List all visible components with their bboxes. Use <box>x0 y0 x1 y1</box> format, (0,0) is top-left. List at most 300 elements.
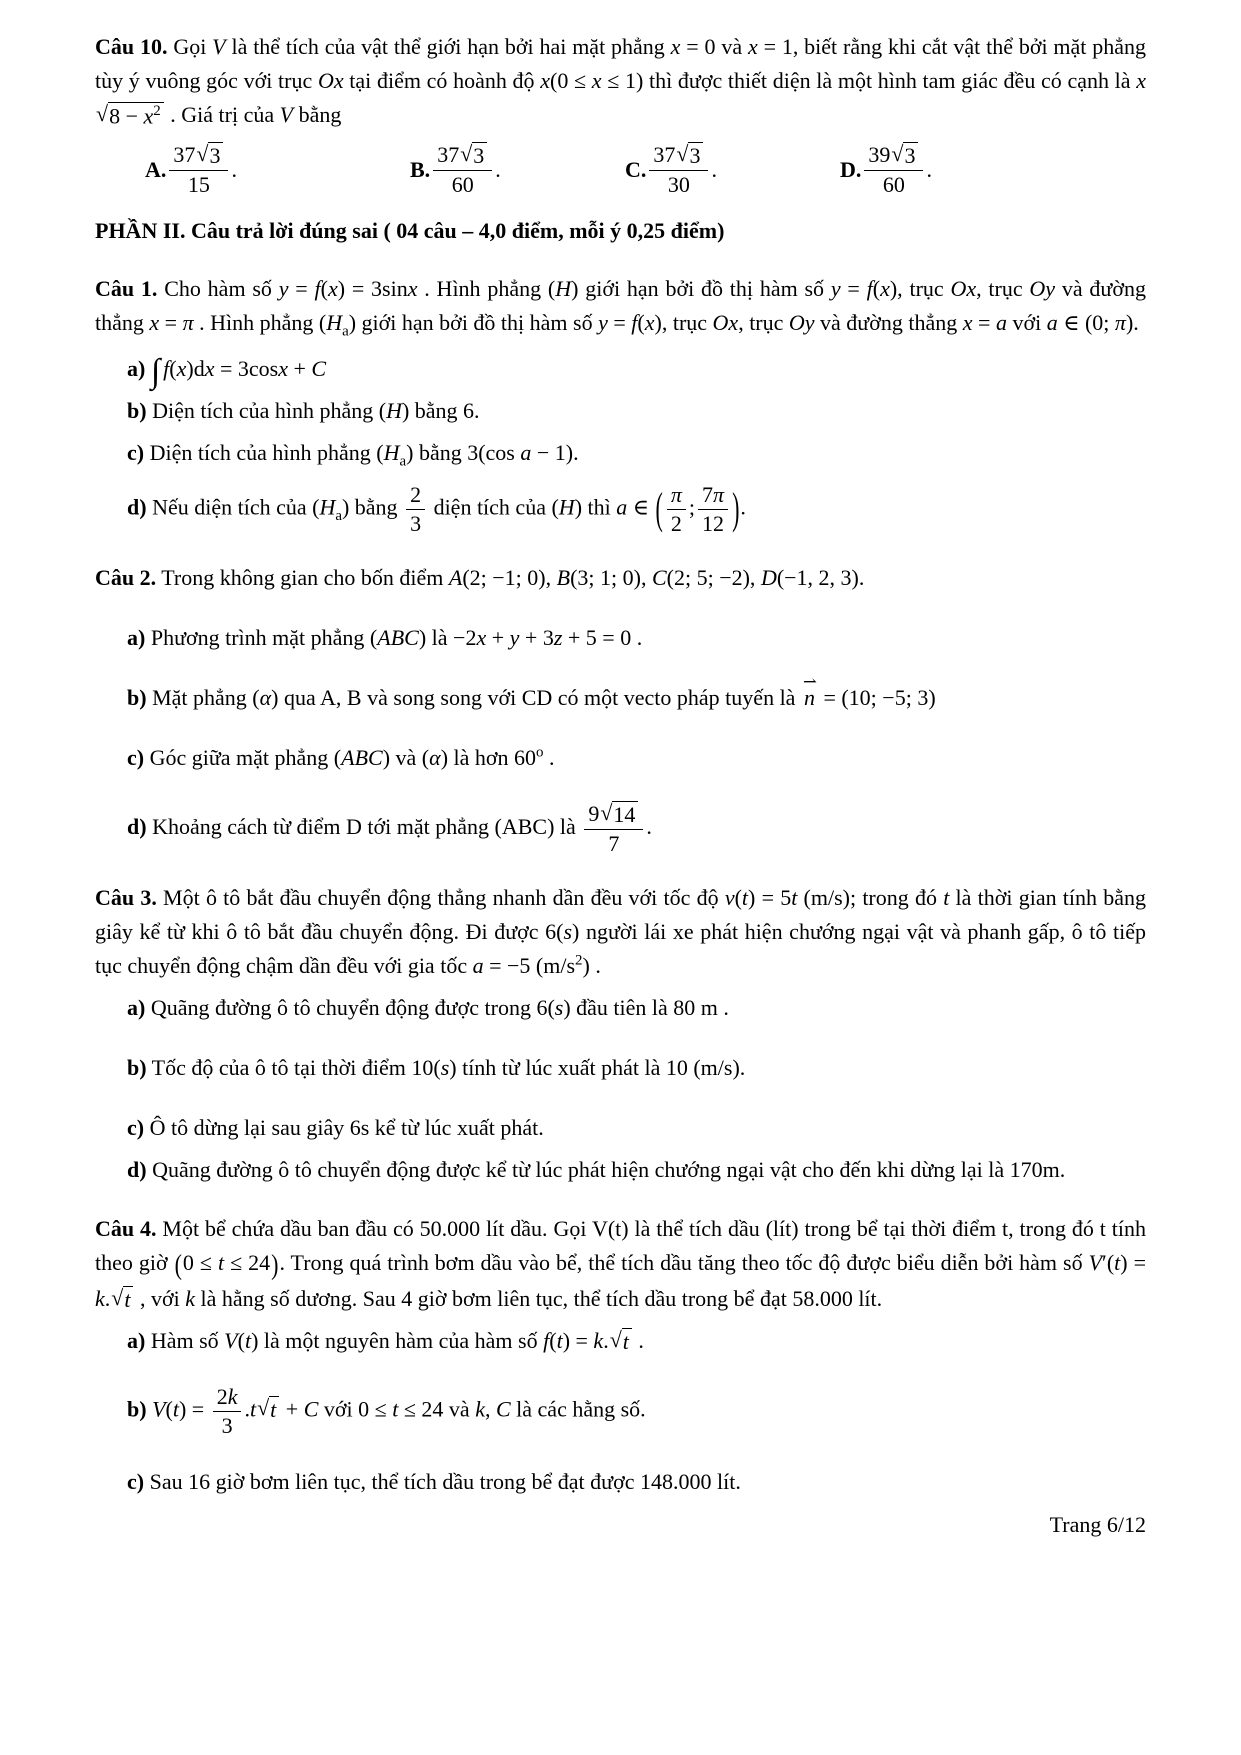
text-run: + 5 = 0 . <box>562 624 643 650</box>
math-fraction <box>433 142 492 198</box>
bold-text: a) <box>127 995 146 1021</box>
text-run: Cho hàm số <box>157 276 279 302</box>
math-var: y <box>278 276 289 302</box>
page-footer <box>1050 1512 1146 1538</box>
math-var: t <box>249 1396 257 1422</box>
text-run: . <box>543 744 555 770</box>
math-fraction <box>169 142 228 198</box>
math-sqrt <box>891 142 918 169</box>
text-run: . <box>244 1396 250 1422</box>
text-run: 3 <box>473 143 485 169</box>
text-run: = <box>840 276 867 302</box>
text-run: 8 − <box>109 103 144 129</box>
math-var: x <box>747 34 758 59</box>
text-run: 14 <box>613 801 636 827</box>
text-run: Ô tô dừng lại sau giây 6s kể từ lúc xuất phát. <box>144 1115 544 1141</box>
cau-1-b <box>95 394 1146 428</box>
stretched-paren: ( <box>655 483 663 534</box>
math-var: π <box>713 481 725 507</box>
bold-text: D. <box>840 157 862 183</box>
math-fraction <box>864 142 923 198</box>
bold-text: b) <box>127 1396 147 1422</box>
text-run: + <box>287 355 312 381</box>
math-var: z <box>553 624 563 650</box>
superscript: 2 <box>575 952 583 969</box>
text-run: với <box>1006 310 1047 336</box>
answer-option <box>625 142 840 198</box>
math-var: v <box>724 884 735 910</box>
math-var: k <box>593 1327 604 1353</box>
text-run: tại điểm có hoành độ <box>343 68 541 94</box>
cau-2-a <box>95 621 1146 655</box>
fraction-numerator <box>698 482 728 510</box>
math-var: H <box>319 494 336 520</box>
bold-text: Câu 4. <box>95 1215 157 1241</box>
superscript: o <box>536 744 544 761</box>
fraction-denominator <box>584 830 643 857</box>
math-fraction <box>649 142 708 198</box>
cau-1-a <box>95 352 1146 391</box>
text-run: 60 <box>451 172 474 198</box>
fraction-denominator <box>169 171 228 198</box>
text-run: Một bể chứa dầu ban đầu có 50.000 lít dầu. Gọi V(t) là thể tích dầu (lít) trong bể tại thời điểm t, trong đó t tính theo giờ <box>95 1215 1147 1275</box>
math-var: Oy <box>788 310 815 336</box>
text-run: 15 <box>187 172 210 198</box>
math-var: y <box>598 310 608 336</box>
answer-option <box>145 142 410 198</box>
math-sqrt <box>676 142 703 169</box>
text-run: . <box>603 1327 609 1353</box>
text-run: là các hằng số. <box>510 1396 646 1422</box>
cau-10-answers <box>95 142 1146 198</box>
text-run: ( <box>549 1327 557 1353</box>
cau-2-c <box>95 741 1146 775</box>
math-var: V <box>279 102 294 128</box>
math-var: π <box>1114 310 1126 336</box>
cau-3-b <box>95 1051 1146 1085</box>
math-var: f <box>543 1327 550 1353</box>
radicand <box>688 142 703 169</box>
bold-text: b) <box>127 1055 147 1081</box>
math-var: V <box>1088 1249 1103 1275</box>
math-var: t <box>1114 1249 1121 1275</box>
math-var: V <box>152 1396 166 1422</box>
text-run: 3 <box>904 143 916 169</box>
cau-4-b <box>95 1384 1146 1439</box>
math-var: x <box>591 68 602 94</box>
radical-sign-icon: √ <box>600 799 613 825</box>
radical-sign-icon: √ <box>111 1284 124 1310</box>
text-run: ) bằng 3(cos <box>406 440 521 466</box>
text-run: Sau 16 giờ bơm liên tục, thể tích dầu trong bể đạt được 148.000 lít. <box>144 1468 741 1494</box>
text-run: ) = 3sin <box>337 276 408 302</box>
math-var: t <box>556 1327 563 1353</box>
text-run: 60 <box>882 172 905 198</box>
math-var: ABC <box>377 624 419 650</box>
text-run: Tốc độ của ô tô tại thời điểm 10( <box>146 1055 441 1081</box>
text-run: và đường thẳng <box>95 276 1146 336</box>
text-run: ∈ <box>627 494 655 520</box>
text-run: 37 <box>437 142 460 168</box>
bold-text: c) <box>127 744 145 770</box>
math-var: Oy <box>1029 276 1056 302</box>
math-var: a <box>520 440 532 466</box>
text-run: , trục <box>738 310 789 336</box>
fraction-numerator <box>584 801 643 830</box>
text-run: . <box>711 157 717 183</box>
text-run: (2; −1; 0), <box>462 564 557 590</box>
math-var: x <box>204 355 215 381</box>
fraction-denominator <box>649 171 708 198</box>
radical-sign-icon: √ <box>676 141 689 167</box>
math-var: f <box>163 355 170 381</box>
text-run: ) giới hạn bởi đồ thị hàm số <box>571 276 831 302</box>
math-var: k <box>475 1396 485 1422</box>
text-run <box>145 356 151 381</box>
math-var: t <box>622 1328 629 1354</box>
math-var: y <box>509 624 520 650</box>
text-run: . <box>740 494 746 520</box>
text-run: ) qua A, B và song song với CD có một vecto pháp tuyến là <box>271 684 801 710</box>
text-run: 2 <box>410 481 422 507</box>
subscript: a <box>342 323 349 340</box>
text-run: là hằng số dương. Sau 4 giờ bơm liên tục, thể tích dầu trong bể đạt 58.000 lít. <box>194 1285 883 1311</box>
math-sqrt <box>460 142 487 169</box>
text-run: bằng <box>293 102 342 128</box>
radical-sign-icon: √ <box>609 1326 622 1352</box>
math-var: x <box>476 624 487 650</box>
text-run: ( <box>320 276 328 302</box>
text-run: Diện tích của hình phẳng ( <box>146 398 387 424</box>
math-var: t <box>943 884 950 910</box>
cau-10 <box>95 30 1146 132</box>
text-run: ) và ( <box>382 744 430 770</box>
math-fraction <box>667 482 686 537</box>
text-run: 12 <box>702 510 725 536</box>
text-run: ) là hơn 60 <box>440 744 537 770</box>
fraction-numerator <box>649 142 708 171</box>
math-var: x <box>644 310 655 336</box>
radical-sign-icon: √ <box>460 141 473 167</box>
text-run: Một ô tô bắt đầu chuyển động thẳng nhanh dần đều với tốc độ <box>156 884 725 910</box>
text-run: ( <box>872 276 881 302</box>
bold-text: d) <box>127 1157 147 1183</box>
integral-icon: ∫ <box>150 353 161 391</box>
text-run: Quãng đường ô tô chuyển động được kể từ lúc phát hiện chướng ngại vật cho đến khi dừng lại là 170m. <box>146 1157 1066 1183</box>
math-fraction <box>406 482 425 537</box>
math-var: A <box>448 564 463 590</box>
text-run: = <box>972 310 996 336</box>
text-run: diện tích của ( <box>428 494 559 520</box>
text-run: 3 <box>689 143 701 169</box>
text-run: . <box>231 157 237 183</box>
text-run: . <box>495 157 501 183</box>
fraction-numerator <box>864 142 923 171</box>
text-run: . Hình phẳng ( <box>417 276 556 302</box>
math-var: t <box>741 884 749 910</box>
radical-sign-icon: √ <box>96 101 109 127</box>
text-run: 7 <box>608 830 620 856</box>
text-run: = (10; −5; 3) <box>817 684 936 710</box>
math-var: x <box>407 276 418 302</box>
math-var: x <box>880 276 890 302</box>
math-var: Ox <box>950 276 977 302</box>
math-var: t <box>392 1396 399 1422</box>
cau-3 <box>95 881 1146 983</box>
fraction-denominator <box>406 510 425 537</box>
text-run: ( <box>169 355 177 381</box>
text-run: . <box>632 1327 644 1353</box>
text-run: 3 <box>209 143 221 169</box>
bold-text: a) <box>127 624 146 650</box>
math-var: x <box>1136 68 1146 94</box>
text-run: = 1, biết rằng khi cắt vật thể bởi mặt phẳng tùy ý vuông góc với trục <box>95 34 1147 94</box>
text-run: ≤ 1) thì được thiết diện là một hình tam giác đều có cạnh là <box>601 68 1137 94</box>
text-run: ) là một nguyên hàm của hàm số <box>251 1327 544 1353</box>
math-var: x <box>143 103 154 129</box>
fraction-denominator <box>667 510 686 537</box>
math-var: B <box>556 564 571 590</box>
bold-text: B. <box>410 157 431 183</box>
text-run: 2 <box>216 1383 228 1409</box>
text-run: (0 ≤ <box>550 68 592 94</box>
fraction-denominator <box>698 510 728 537</box>
text-run: = −5 (m/s <box>483 953 576 979</box>
math-var: x <box>962 310 973 336</box>
text-run: ) người lái xe phát hiện chướng ngại vật và phanh gấp, ô tô tiếp tục chuyển động chậm dần đều với gia tốc <box>95 918 1146 979</box>
text-run: (−1, 2, 3). <box>776 564 865 590</box>
math-var: f <box>866 276 873 302</box>
text-run: . <box>646 813 652 839</box>
page-number: Trang 6/12 <box>1049 1512 1146 1537</box>
fraction-numerator <box>433 142 492 171</box>
text-run: ; <box>688 494 696 520</box>
text-run: . <box>104 1285 111 1311</box>
text-run: ), trục <box>654 310 713 336</box>
text-run: , với <box>134 1285 186 1311</box>
text-run: Nếu diện tích của ( <box>146 494 320 520</box>
fraction-denominator <box>864 171 923 198</box>
radicand <box>108 102 164 129</box>
math-sqrt <box>257 1396 279 1423</box>
bold-text: b) <box>127 398 147 424</box>
cau-3-d <box>95 1153 1146 1187</box>
math-var: a <box>472 953 484 979</box>
text-run: 0 ≤ <box>182 1249 218 1275</box>
text-run: ), trục <box>889 276 951 302</box>
text-run: (m/s); trong đó <box>797 884 944 910</box>
text-run: ∈ (0; <box>1057 310 1115 336</box>
math-sqrt <box>111 1286 133 1313</box>
fraction-denominator <box>433 171 492 198</box>
bold-text: c) <box>127 1115 145 1141</box>
text-run: ) = <box>562 1327 594 1353</box>
radicand <box>472 142 487 169</box>
text-run: 2 <box>670 510 682 536</box>
cau-1-c <box>95 436 1146 474</box>
math-var: k <box>227 1383 238 1409</box>
cau-1 <box>95 272 1146 344</box>
math-var: s <box>554 995 564 1021</box>
math-var: D <box>760 564 777 590</box>
math-var: Ox <box>317 68 344 94</box>
text-run: ) đầu tiên là 80 m . <box>563 995 729 1021</box>
bold-text: a) <box>127 355 146 381</box>
text-run: 39 <box>868 142 891 168</box>
text-run: 9 <box>588 800 600 826</box>
text-run: = <box>607 310 632 336</box>
radical-sign-icon: √ <box>196 141 209 167</box>
cau-2 <box>95 561 1146 595</box>
math-var: C <box>303 1396 319 1422</box>
superscript: 2 <box>153 103 161 120</box>
text-run: ) thì <box>574 494 617 520</box>
text-run: ( <box>165 1396 173 1422</box>
text-run: Gọi <box>167 34 213 59</box>
math-var: Ox <box>712 310 739 336</box>
bold-text: Câu 2. <box>95 564 157 590</box>
math-fraction <box>698 482 728 537</box>
math-var: x <box>540 68 550 94</box>
math-var: x <box>327 276 338 302</box>
text-run: Trong không gian cho bốn điểm <box>156 564 449 590</box>
text-run: = 3cos <box>214 355 279 381</box>
text-run: 7 <box>702 481 714 507</box>
math-var: t <box>270 1397 277 1423</box>
cau-4-c <box>95 1465 1146 1499</box>
math-var: C <box>651 564 667 590</box>
text-run: Phương trình mặt phẳng ( <box>145 624 378 650</box>
math-var: y <box>830 276 841 302</box>
text-run: . <box>926 157 932 183</box>
math-sqrt <box>600 801 638 828</box>
text-run: − 1). <box>531 440 579 466</box>
math-var: t <box>124 1286 131 1312</box>
bold-text: a) <box>127 1327 146 1353</box>
math-var: H <box>326 310 343 336</box>
math-sqrt <box>610 1328 632 1355</box>
bold-text: b) <box>127 684 147 710</box>
bold-text: A. <box>145 157 167 183</box>
subscript: a <box>399 453 407 470</box>
answer-option <box>410 142 625 198</box>
math-var: x <box>176 355 187 381</box>
math-var: t <box>172 1396 179 1422</box>
document-body <box>95 30 1146 1499</box>
subscript: a <box>335 507 342 524</box>
text-run: ( <box>734 884 742 910</box>
text-run: , <box>484 1396 496 1422</box>
bold-text: c) <box>127 1468 145 1494</box>
fraction-numerator <box>213 1384 242 1412</box>
text-run: Diện tích của hình phẳng ( <box>144 440 384 466</box>
math-var: t <box>791 884 798 910</box>
fraction-numerator <box>406 482 425 510</box>
radicand <box>622 1328 632 1355</box>
text-run: ) giới hạn bởi đồ thị hàm số <box>348 310 599 336</box>
text-run: ) = 5 <box>748 884 792 910</box>
math-var: C <box>495 1396 511 1422</box>
text-run: ) = <box>1120 1249 1147 1275</box>
cau-3-c <box>95 1111 1146 1145</box>
text-run: là thể tích của vật thể giới hạn bởi hai mặt phẳng <box>225 34 671 59</box>
fraction-denominator <box>213 1412 242 1439</box>
text-run: , trục <box>976 276 1030 302</box>
bold-text: d) <box>127 494 147 520</box>
math-sqrt <box>96 102 164 129</box>
bold-text: Câu 1. <box>95 276 158 302</box>
math-var: f <box>631 310 638 336</box>
text-run: ) = <box>178 1396 210 1422</box>
text-run: = 0 và <box>680 34 748 59</box>
math-var: a <box>616 494 628 520</box>
text-run: ) . <box>582 953 601 979</box>
math-fraction <box>213 1384 242 1439</box>
cau-1-d <box>95 482 1146 537</box>
math-var: s <box>563 918 573 944</box>
text-run: ). <box>1125 310 1139 336</box>
text-run: 37 <box>653 142 676 168</box>
math-var: x <box>278 355 288 381</box>
bold-text: Câu 10. <box>95 34 168 59</box>
cau-2-b <box>95 681 1146 715</box>
radicand <box>208 142 223 169</box>
text-run: ≤ 24 và <box>398 1396 476 1422</box>
radicand <box>123 1286 133 1313</box>
fraction-numerator <box>169 142 228 171</box>
math-var: ABC <box>341 744 383 770</box>
math-var: k <box>185 1285 195 1311</box>
text-run: . Giá trị của <box>164 102 280 128</box>
math-var: s <box>440 1055 450 1081</box>
stretched-paren: ) <box>732 483 740 534</box>
bold-text: d) <box>127 813 147 839</box>
math-var: H <box>383 440 400 466</box>
text-run: ≤ 24 <box>224 1249 271 1275</box>
text-run: = <box>288 276 315 302</box>
text-run: là thời gian tính bằng giây kể từ khi ô tô bắt đầu chuyển động. Đi được 6( <box>95 884 1147 944</box>
math-var: t <box>244 1327 252 1353</box>
math-vector <box>804 681 815 715</box>
math-sqrt <box>196 142 223 169</box>
text-run: ) là −2 <box>418 624 477 650</box>
bold-text: C. <box>625 157 647 183</box>
math-var: H <box>558 494 575 520</box>
math-var: x <box>670 34 681 59</box>
text-run: Góc giữa mặt phẳng ( <box>144 744 342 770</box>
text-run: ( <box>237 1327 245 1353</box>
math-var: π <box>182 310 194 336</box>
text-run: ( <box>637 310 645 336</box>
text-run: + <box>486 624 510 650</box>
math-var: x <box>149 310 160 336</box>
math-var: H <box>386 398 402 424</box>
math-var: t <box>217 1249 225 1275</box>
math-var: k <box>95 1285 105 1311</box>
text-run: Khoảng cách từ điểm D tới mặt phẳng (ABC) là <box>146 813 582 839</box>
radicand <box>612 801 638 828</box>
math-var: C <box>311 355 327 381</box>
text-run: ) tính từ lúc xuất phát là 10 (m/s). <box>449 1055 746 1081</box>
text-run: = <box>159 310 183 336</box>
text-run: Hàm số <box>145 1327 225 1353</box>
stretched-paren: ) <box>271 1247 279 1281</box>
math-var: π <box>670 481 682 507</box>
text-run: 3 <box>410 510 422 536</box>
text-run: ) bằng 6. <box>401 398 480 424</box>
cau-4 <box>95 1212 1146 1316</box>
text-run: + <box>280 1396 304 1422</box>
